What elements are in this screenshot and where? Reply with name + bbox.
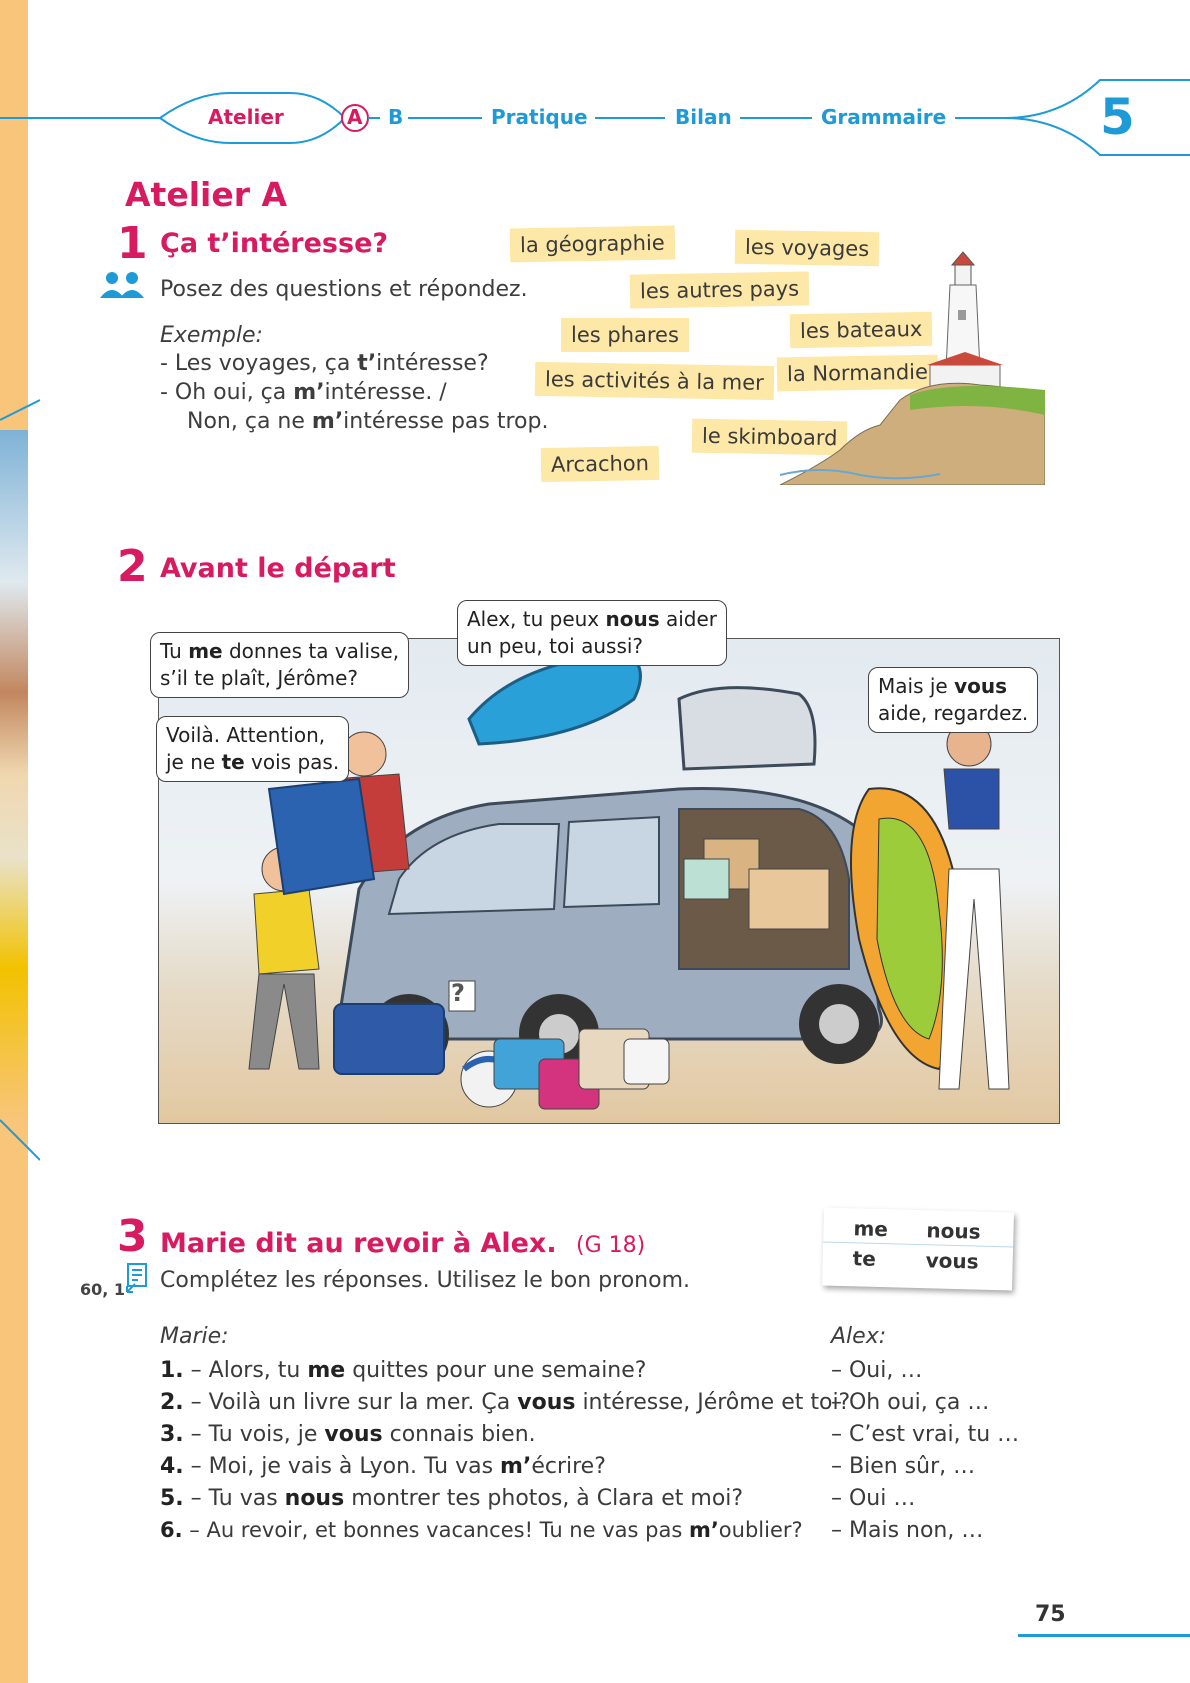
exercise-2-number: 2	[117, 541, 148, 592]
topic-tag: le skimboard	[692, 419, 848, 456]
dialogue-row: 5. – Tu vas nous montrer tes photos, à Clara et moi?	[160, 1486, 744, 1511]
speech-bubble-jerome: Alex, tu peux nous aider un peu, toi aussi?	[457, 600, 727, 666]
topic-tag: les bateaux	[790, 312, 933, 348]
dialogue-row: 2. – Voilà un livre sur la mer. Ça vous intéresse, Jérôme et toi?	[160, 1390, 851, 1415]
exercise-1-title: Ça t’intéresse?	[160, 228, 389, 259]
nav-grammaire[interactable]: Grammaire	[821, 105, 947, 129]
dialogue-answer: – Oh oui, ça …	[831, 1390, 990, 1415]
alex-label: Alex:	[831, 1324, 887, 1349]
nav-atelier[interactable]: Atelier	[208, 105, 284, 129]
exercise-1-number: 1	[117, 218, 148, 269]
topic-tag: les autres pays	[630, 271, 810, 308]
example-line-2: - Oh oui, ça m’intéresse. /	[160, 380, 447, 405]
pair-work-icon	[98, 270, 148, 300]
pronoun: te	[852, 1246, 877, 1271]
page-number: 75	[1035, 1602, 1066, 1627]
dialogue-answer: – Oui, …	[831, 1358, 923, 1383]
chapter-navigation	[0, 75, 1190, 165]
speech-bubble-marie: Tu me donnes ta valise, s’il te plaît, Jérôme?	[150, 632, 409, 698]
example-line-1: - Les voyages, ça t’intéresse?	[160, 351, 489, 376]
example-line-3: Non, ça ne m’intéresse pas trop.	[187, 409, 549, 434]
dialogue-answer: – C’est vrai, tu …	[831, 1422, 1020, 1447]
grammar-reference[interactable]: (G 18)	[576, 1233, 646, 1258]
dialogue-answer: – Bien sûr, …	[831, 1454, 976, 1479]
topic-tag: la Normandie	[777, 355, 938, 392]
workbook-icon	[125, 1262, 151, 1294]
example-label: Exemple:	[160, 323, 263, 348]
exercise-3-instruction: Complétez les réponses. Utilisez le bon pronom.	[160, 1268, 690, 1293]
topic-tag: Arcachon	[541, 446, 660, 482]
question-mark-label: ?	[451, 979, 465, 1007]
chapter-number: 5	[1100, 88, 1135, 146]
exercise-2-title: Avant le départ	[160, 553, 396, 584]
nav-pratique[interactable]: Pratique	[491, 105, 588, 129]
pronoun: me	[853, 1216, 889, 1242]
speech-bubble-alex: Voilà. Attention, je ne te vois pas.	[156, 716, 349, 782]
section-heading: Atelier A	[125, 175, 288, 214]
nav-lines	[0, 75, 1190, 165]
nav-atelier-a[interactable]: A	[347, 105, 363, 129]
pronoun: nous	[926, 1218, 981, 1244]
dialogue-row: 1. – Alors, tu me quittes pour une semaine?	[160, 1358, 647, 1383]
page-number-rule	[1018, 1634, 1190, 1637]
dialogue-row: 3. – Tu vois, je vous connais bien.	[160, 1422, 536, 1447]
topic-tag: les voyages	[735, 230, 880, 267]
marie-label: Marie:	[160, 1324, 229, 1349]
pronoun-box-rule	[823, 1242, 1013, 1248]
nav-bilan[interactable]: Bilan	[675, 105, 732, 129]
lighthouse-illustration	[780, 250, 1045, 485]
topic-tag: la géographie	[510, 226, 675, 263]
pronoun-box	[822, 1208, 1014, 1291]
dialogue-answer: – Mais non, …	[831, 1518, 984, 1543]
pronoun: vous	[925, 1248, 979, 1274]
dialogue-row: 6. – Au revoir, et bonnes vacances! Tu ne vas pas m’oublier?	[160, 1518, 803, 1542]
dialogue-answer: – Oui …	[831, 1486, 916, 1511]
exercise-3-number: 3	[117, 1211, 148, 1262]
dialogue-row: 4. – Moi, je vais à Lyon. Tu vas m’écrire?	[160, 1454, 606, 1479]
exercise-3-title: Marie dit au revoir à Alex. (G 18)	[160, 1228, 646, 1259]
speech-bubble-girl: Mais je vous aide, regardez.	[868, 667, 1038, 733]
topic-tag: les activités à la mer	[535, 362, 774, 400]
left-strip-curves	[0, 380, 40, 1180]
exercise-1-instruction: Posez des questions et répondez.	[160, 277, 528, 302]
nav-atelier-b[interactable]: B	[388, 105, 404, 129]
workbook-reference: 60, 1	[80, 1280, 126, 1299]
topic-tag: les phares	[561, 318, 689, 352]
